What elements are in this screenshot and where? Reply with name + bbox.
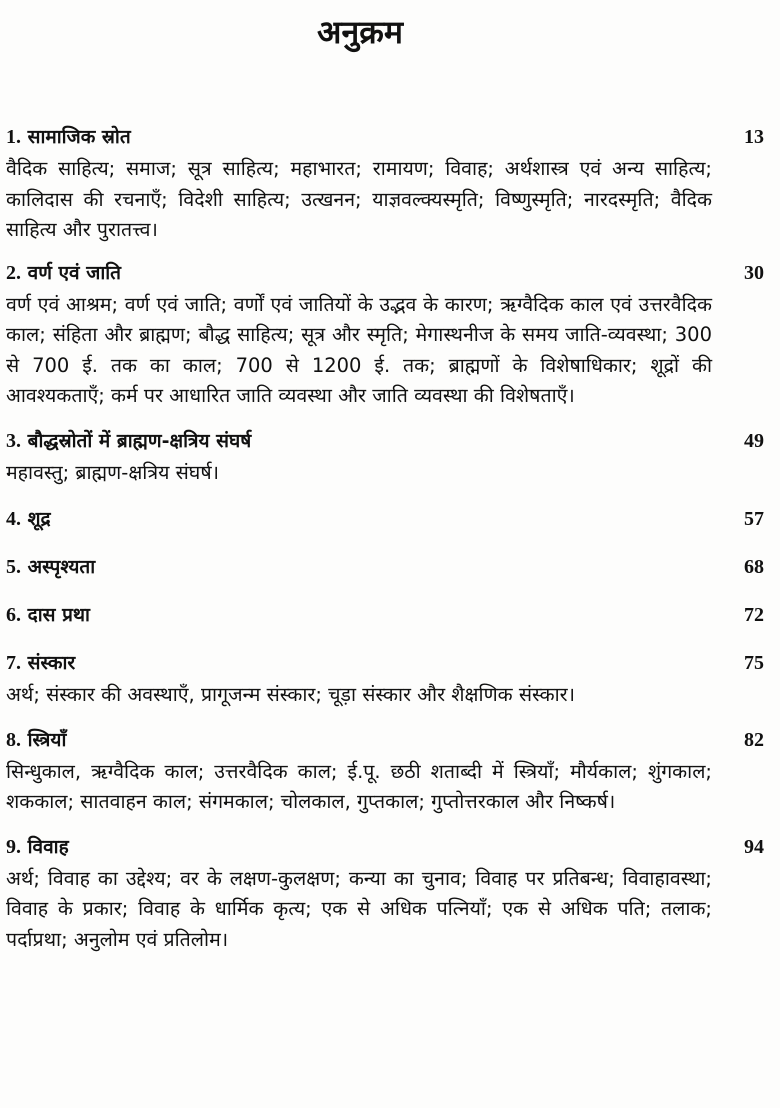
page-title: अनुक्रम — [317, 13, 403, 51]
toc-entry-description: महावस्तु; ब्राह्मण-क्षत्रिय संघर्ष। — [6, 460, 219, 484]
toc-entry-heading — [6, 598, 766, 632]
toc-entry-description: वैदिक साहित्य; समाज; सूत्र साहित्य; महाभारत; रामायण; विवाह; अर्थशास्त्र एवं अन्य साहित्य; कालिदास की रचनाएँ; विदेशी साहित्य; उत्खनन; याज्ञवल्क्यस्मृति; विष्णुस्मृति; नारदस्मृति; वैदिक साहित्य और पुरातत्त्व। — [6, 157, 712, 241]
toc-entry-title-wrap — [6, 646, 75, 680]
toc-entry-description: वर्ण एवं आश्रम; वर्ण एवं जाति; वर्णों एवं जातियों के उद्भव के कारण; ऋग्वैदिक काल एवं उत्तरवैदिक काल; संहिता और ब्राह्मण; बौद्ध साहित्य; सूत्र और स्मृति; मेगास्थनीज के समय जाति-व्यवस्था; 300 से 700 ई. तक का काल; 700 से 1200 ई. तक; ब्राह्मणों के विशेषाधिकार; शूद्रों की आवश्यकताएँ; कर्म पर आधारित जाति व्यवस्था और जाति व्यवस्था की विशेषताएँ। — [6, 292, 712, 407]
toc-entry-page: 94 — [744, 835, 764, 858]
toc-entry-title-wrap — [6, 256, 121, 290]
toc-entry-number: 9. — [6, 835, 21, 858]
toc-entry-number: 6. — [6, 604, 21, 626]
toc-entry-page: 49 — [744, 429, 764, 452]
toc-entry-title-wrap — [6, 830, 69, 864]
toc-entry-9 — [6, 830, 766, 956]
toc-entry-number: 7. — [6, 652, 21, 674]
toc-entry-title: सामाजिक स्रोत — [27, 126, 131, 148]
toc-entry-title: अस्पृश्यता — [27, 556, 96, 578]
toc-entry-title: संस्कार — [27, 652, 76, 674]
toc-entry-2 — [6, 256, 766, 412]
toc-entry-title: शूद्र — [27, 508, 51, 530]
toc-entry-page: 72 — [744, 604, 764, 626]
toc-entry-title-wrap — [6, 120, 131, 154]
toc-entry-heading — [6, 550, 766, 584]
toc-entry-heading — [6, 424, 766, 458]
toc-entry-title-wrap — [6, 424, 251, 458]
toc-entry-1 — [6, 120, 766, 246]
toc-entry-page: 75 — [744, 652, 764, 674]
toc-entry-title: स्त्रियाँ — [27, 728, 67, 751]
table-of-contents — [6, 120, 766, 955]
toc-entry-description: अर्थ; संस्कार की अवस्थाएँ, प्रागूजन्म संस्कार; चूड़ा संस्कार और शैक्षणिक संस्कार। — [6, 683, 576, 706]
toc-entry-title-wrap — [6, 502, 51, 536]
toc-entry-number: 3. — [6, 429, 21, 452]
toc-entry-number: 1. — [6, 126, 21, 148]
toc-entry-page: 13 — [744, 126, 764, 148]
toc-entry-heading — [6, 120, 766, 154]
toc-entry-number: 2. — [6, 261, 21, 284]
toc-entry-title-wrap — [6, 550, 95, 584]
toc-entry-title: वर्ण एवं जाति — [27, 261, 121, 284]
toc-entry-6 — [6, 598, 766, 632]
toc-entry-heading — [6, 256, 766, 290]
toc-entry-title-wrap — [6, 723, 66, 757]
toc-entry-5 — [6, 550, 766, 584]
toc-entry-description: सिन्धुकाल, ऋग्वैदिक काल; उत्तरवैदिक काल; ई.पू. छठी शताब्दी में स्त्रियाँ; मौर्यकाल; शुंगकाल; शककाल; सातवाहन काल; संगमकाल; चोलकाल, गुप्तकाल; गुप्तोत्तरकाल और निष्कर्ष। — [6, 759, 712, 813]
toc-entry-title: बौद्धस्रोतों में ब्राह्मण-क्षत्रिय संघर्ष — [27, 429, 252, 452]
toc-entry-page: 68 — [744, 556, 764, 578]
toc-entry-number: 5. — [6, 556, 21, 578]
toc-entry-title-wrap — [6, 598, 90, 632]
toc-entry-title: विवाह — [27, 835, 69, 858]
toc-entry-page: 30 — [744, 261, 764, 284]
toc-entry-page: 57 — [744, 508, 764, 530]
toc-entry-heading — [6, 646, 766, 680]
toc-entry-number: 8. — [6, 728, 21, 751]
toc-entry-heading — [6, 830, 766, 864]
toc-entry-4 — [6, 502, 766, 536]
toc-entry-title: दास प्रथा — [27, 604, 90, 626]
toc-entry-3 — [6, 424, 766, 489]
toc-entry-8 — [6, 723, 766, 818]
toc-entry-number: 4. — [6, 508, 21, 530]
toc-entry-heading — [6, 502, 766, 536]
toc-entry-heading — [6, 723, 766, 757]
toc-entry-page: 82 — [744, 728, 764, 751]
toc-entry-7 — [6, 646, 766, 711]
toc-entry-description: अर्थ; विवाह का उद्देश्य; वर के लक्षण-कुलक्षण; कन्या का चुनाव; विवाह पर प्रतिबन्ध; विवाहावस्था; विवाह के प्रकार; विवाह के धार्मिक कृत्य; एक से अधिक पत्नियाँ; एक से अधिक पति; तलाक; पर्दाप्रथा; अनुलोम एवं प्रतिलोम। — [6, 866, 712, 951]
